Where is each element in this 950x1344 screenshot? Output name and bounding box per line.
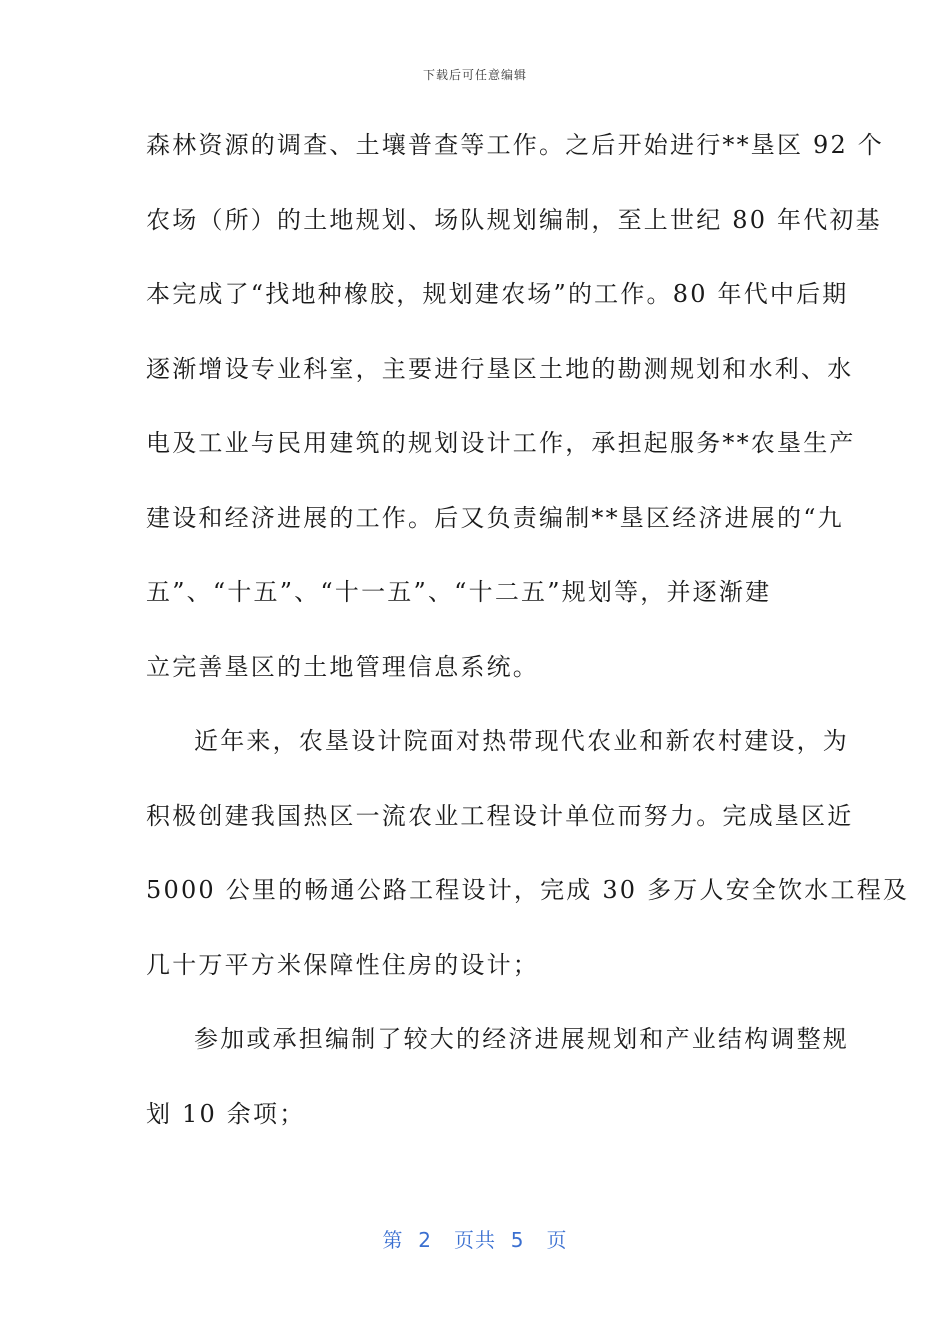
body-line: 5000 公里的畅通公路工程设计，完成 30 多万人安全饮水工程及 <box>146 876 910 904</box>
body-line: 农场（所）的土地规划、场队规划编制，至上世纪 80 年代初基 <box>146 205 882 234</box>
paragraph-start-line: 参加或承担编制了较大的经济进展规划和产业结构调整规 <box>194 1025 849 1053</box>
body-line: 积极创建我国热区一流农业工程设计单位而努力。完成垦区近 <box>146 801 854 830</box>
body-line: 电及工业与民用建筑的规划设计工作，承担起服务**农垦生产 <box>146 429 856 457</box>
body-line: 立完善垦区的土地管理信息系统。 <box>146 652 539 681</box>
page-number-footer: 第 2 页共 5 页 <box>382 1228 568 1252</box>
body-line: 建设和经济进展的工作。后又负责编制**垦区经济进展的“九 <box>146 503 844 532</box>
body-line: 逐渐增设专业科室，主要进行垦区土地的勘测规划和水利、水 <box>146 354 854 383</box>
body-line: 五”、“十五”、“十一五”、“十二五”规划等，并逐渐建 <box>146 578 772 606</box>
body-line: 划 10 余项； <box>146 1099 306 1128</box>
page-header: 下载后可任意编辑 <box>422 68 527 82</box>
document-body <box>146 118 910 1161</box>
body-line: 森林资源的调查、土壤普查等工作。之后开始进行**垦区 92 个 <box>146 131 884 159</box>
body-line: 几十万平方米保障性住房的设计； <box>146 950 539 979</box>
body-line: 本完成了“找地种橡胶，规划建农场”的工作。80 年代中后期 <box>146 280 849 308</box>
paragraph-start-line: 近年来，农垦设计院面对热带现代农业和新农村建设，为 <box>194 727 849 755</box>
